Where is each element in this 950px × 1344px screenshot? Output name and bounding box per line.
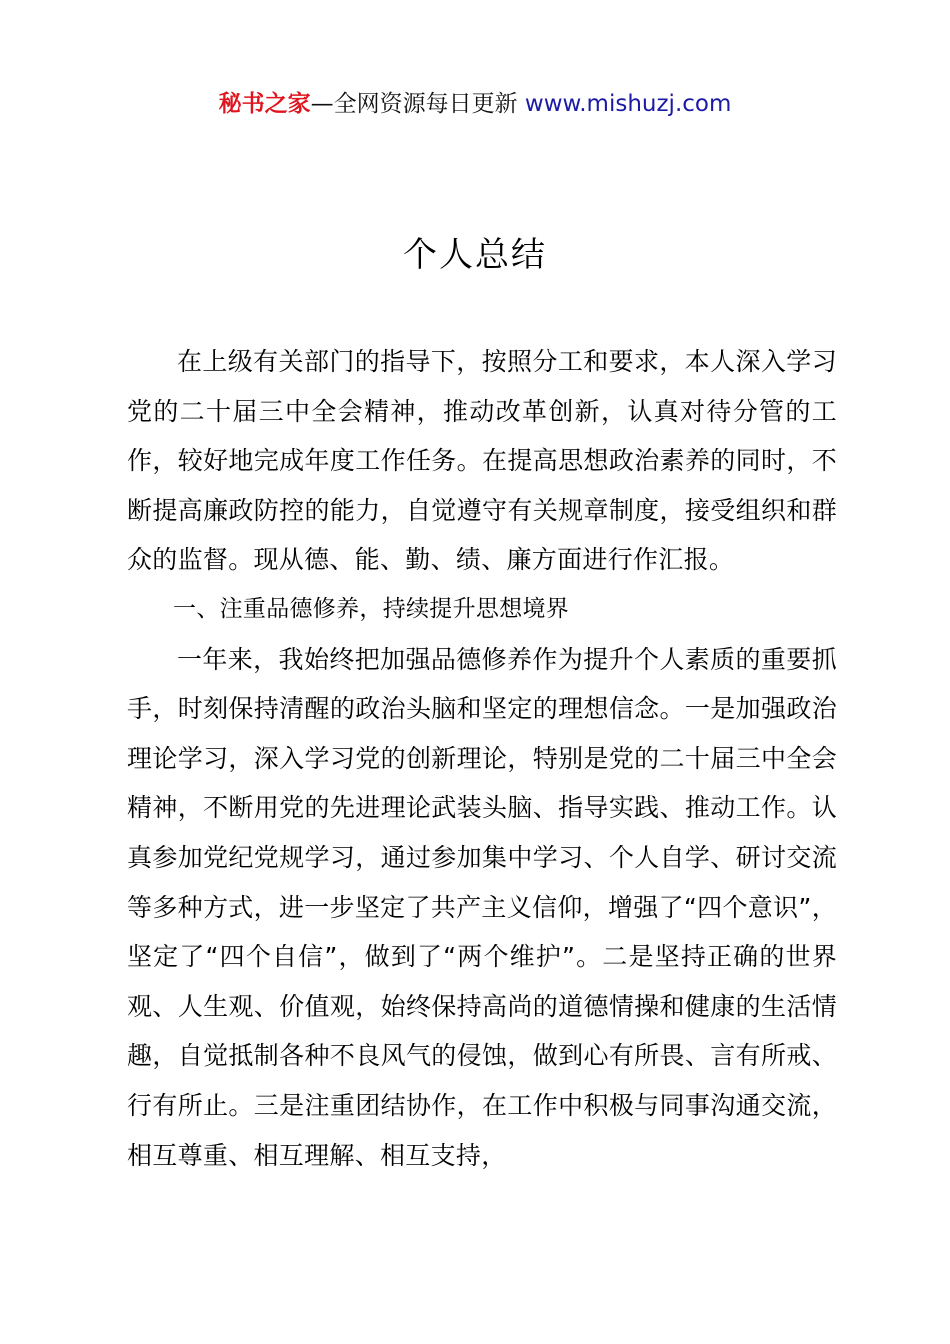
- section-paragraph: 一年来，我始终把加强品德修养作为提升个人素质的重要抓手，时刻保持清醒的政治头脑和坚定的理想信念。一是加强政治理论学习，深入学习党的创新理论，特别是党的二十届三中全会精神，不断用党的先进理论武装头脑、指导实践、推动工作。认真参加党纪党规学习，通过参加集中学习、个人自学、研讨交流等多种方式，进一步坚定了共产主义信仰，增强了“四个意识”，坚定了“四个自信”，做到了“两个维护”。二是坚持正确的世界观、人生观、价值观，始终保持高尚的道德情操和健康的生活情趣，自觉抵制各种不良风气的侵蚀，做到心有所畏、言有所戒、行有所止。三是注重团结协作，在工作中积极与同事沟通交流，相互尊重、相互理解、相互支持，: [127, 644, 837, 1170]
- brand-name: 秘书之家: [218, 91, 311, 117]
- site-url-link[interactable]: www.mishuzj.com: [524, 91, 732, 117]
- document-body: [127, 337, 837, 1180]
- intro-paragraph: 在上级有关部门的指导下，按照分工和要求，本人深入学习党的二十届三中全会精神，推动改革创新，认真对待分管的工作，较好地完成年度工作任务。在提高思想政治素养的同时，不断提高廉政防控的能力，自觉遵守有关规章制度，接受组织和群众的监督。现从德、能、勤、绩、廉方面进行作汇报。: [127, 347, 837, 575]
- site-banner: [0, 88, 950, 120]
- banner-tagline: —全网资源每日更新: [310, 91, 518, 117]
- section-heading: 一、注重品德修养，持续提升思想境界: [173, 595, 570, 622]
- document-title: 个人总结: [403, 235, 547, 275]
